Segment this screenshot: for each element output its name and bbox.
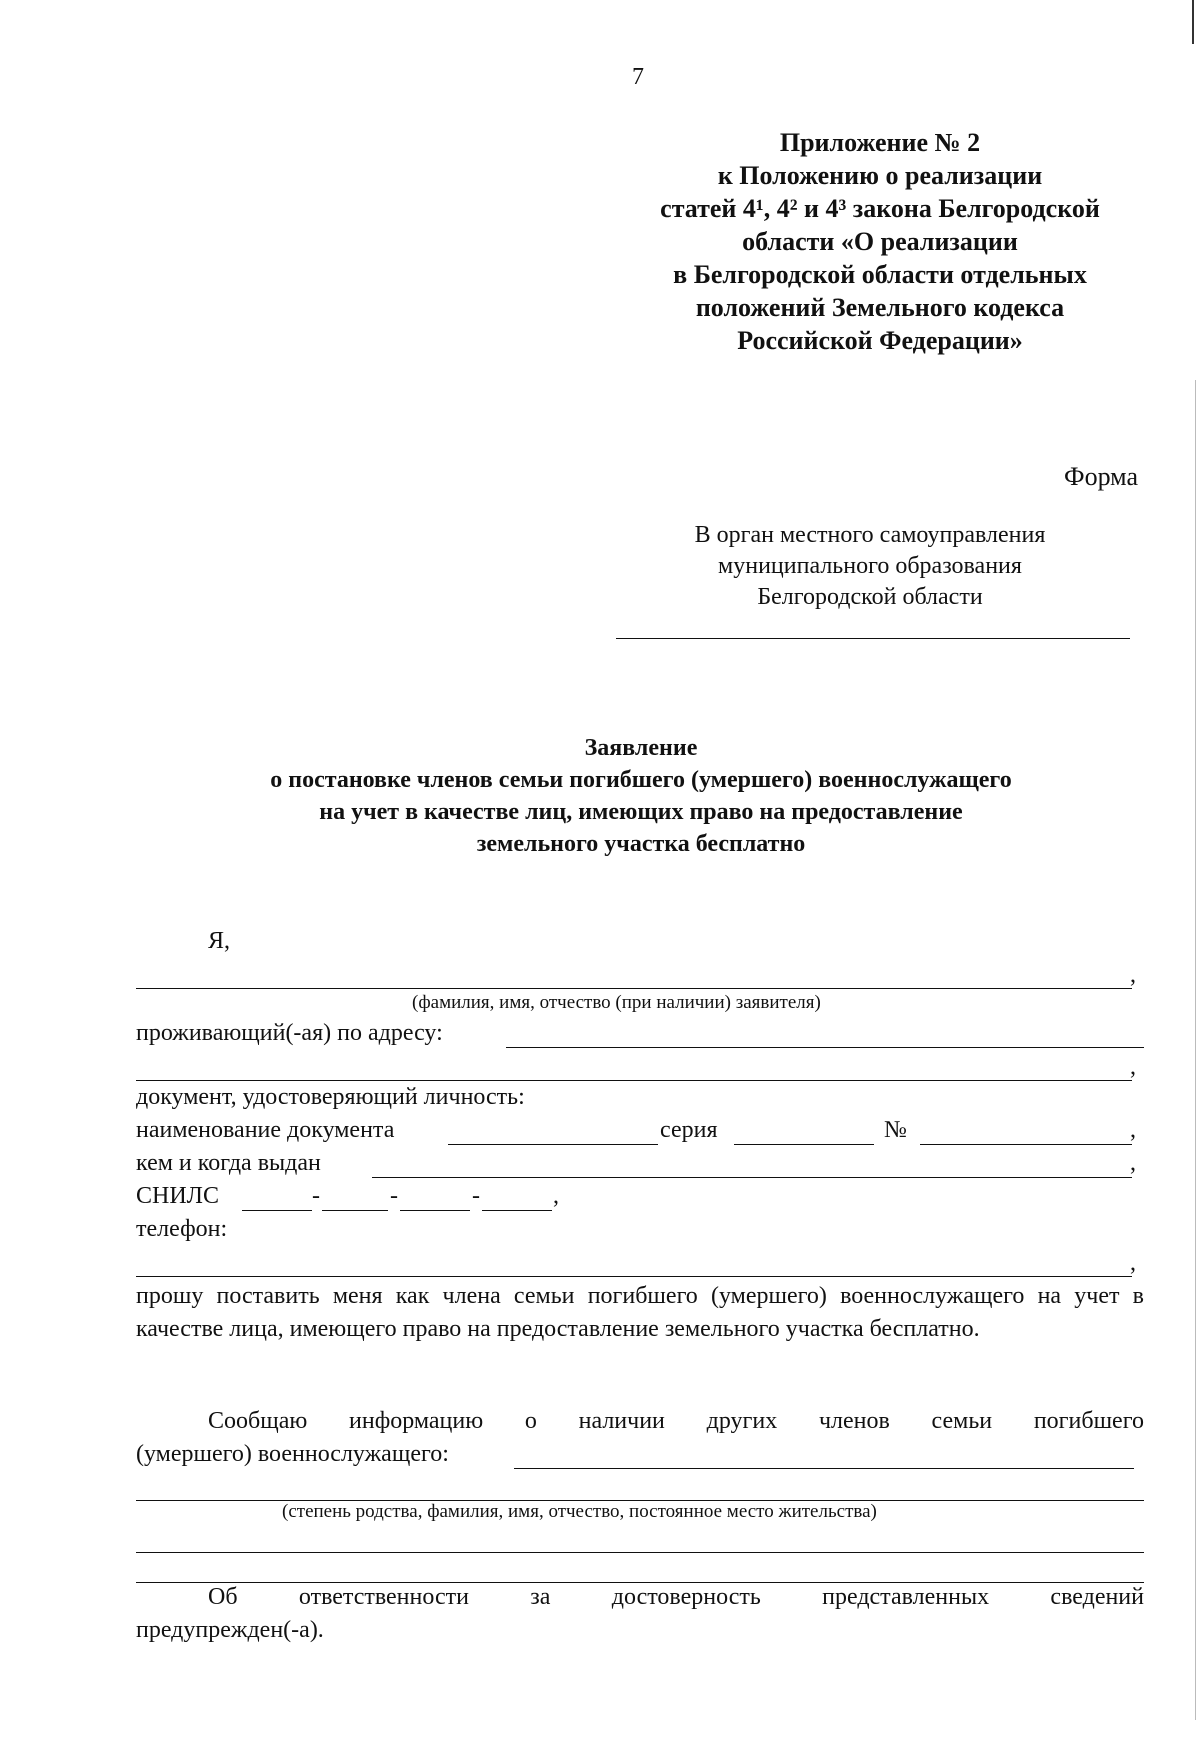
issued-label: кем и когда выдан (136, 1150, 321, 1176)
snils-dash: - (472, 1183, 480, 1209)
responsibility-word: представленных (822, 1584, 990, 1610)
recipient-block (640, 520, 1100, 613)
issued-line[interactable] (372, 1177, 1132, 1178)
responsibility-word: достоверность (611, 1584, 761, 1610)
ya-label: Я, (208, 928, 231, 954)
family-info-word: о (524, 1408, 537, 1434)
snils-label: СНИЛС (136, 1183, 219, 1209)
snils-dash: - (312, 1183, 320, 1209)
series-label: серия (660, 1117, 718, 1143)
comma: , (1130, 962, 1136, 988)
family-info-word: Сообщаю (208, 1408, 308, 1434)
appendix-line: статей 4¹, 4² и 4³ закона Белгородской (660, 194, 1100, 223)
responsibility-word: за (530, 1584, 551, 1610)
snils-part-1[interactable] (242, 1210, 312, 1211)
title-line: земельного участка бесплатно (476, 831, 806, 857)
phone-line[interactable] (136, 1276, 1132, 1277)
appendix-line: в Белгородской области отдельных (673, 260, 1087, 289)
family-info-word: наличии (578, 1408, 665, 1434)
scan-edge-line (1195, 380, 1196, 1720)
family-info-hint: (степень родства, фамилия, имя, отчество, постоянное место жительства) (282, 1501, 877, 1522)
appendix-line: положений Земельного кодекса (695, 293, 1065, 322)
name-hint: (фамилия, имя, отчество (при наличии) заявителя) (412, 992, 821, 1013)
appendix-line: к Положению о реализации (717, 161, 1043, 190)
recipient-line: В орган местного самоуправления (694, 522, 1046, 548)
family-info-word: информацию (349, 1408, 484, 1434)
snils-part-4[interactable] (482, 1210, 552, 1211)
appendix-line: Приложение № 2 (779, 128, 981, 157)
snils-part-2[interactable] (322, 1210, 388, 1211)
snils-dash: - (390, 1183, 398, 1209)
page-number: 7 (632, 64, 644, 90)
responsibility-word: Об (208, 1584, 238, 1610)
responsibility-line-2: предупрежден(-а). (136, 1617, 324, 1643)
scan-edge-mark (1192, 0, 1194, 44)
comma: , (553, 1183, 559, 1209)
family-info-line-4-blank[interactable] (136, 1582, 1144, 1583)
doc-name-label: наименование документа (136, 1117, 395, 1143)
family-info-word: семьи (931, 1408, 993, 1434)
number-line[interactable] (920, 1144, 1132, 1145)
family-info-line-3-blank[interactable] (136, 1552, 1144, 1553)
number-label: № (884, 1117, 907, 1143)
appendix-line: области «О реализации (742, 227, 1018, 256)
comma: , (1130, 1150, 1136, 1176)
series-line[interactable] (734, 1144, 874, 1145)
title-line: Заявление (584, 735, 698, 761)
family-info-line-2: (умершего) военнослужащего: (136, 1441, 449, 1467)
address-line[interactable] (506, 1047, 1144, 1048)
appendix-line: Российской Федерации» (737, 326, 1023, 355)
id-doc-label: документ, удостоверяющий личность: (136, 1084, 525, 1110)
comma: , (1130, 1054, 1136, 1080)
recipient-blank-line[interactable] (616, 638, 1130, 639)
responsibility-word: ответственности (298, 1584, 469, 1610)
doc-name-line[interactable] (448, 1144, 658, 1145)
snils-part-3[interactable] (400, 1210, 470, 1211)
title-line: на учет в качестве лиц, имеющих право на предоставление (319, 799, 963, 825)
family-info-line[interactable] (514, 1468, 1134, 1469)
form-label: Форма (1064, 462, 1138, 491)
address-line-2[interactable] (136, 1080, 1132, 1081)
family-info-word: членов (818, 1408, 890, 1434)
responsibility-word: сведений (1050, 1584, 1144, 1610)
recipient-line: Белгородской области (757, 584, 983, 610)
recipient-line: муниципального образования (718, 553, 1022, 579)
family-info-word: других (706, 1408, 778, 1434)
applicant-name-line[interactable] (136, 988, 1132, 989)
phone-label: телефон: (136, 1216, 228, 1242)
request-text: прошу поставить меня как члена семьи погибшего (умершего) военнослужащего на учет в качестве лица, имеющего право на предоставление земельного участка бесплатно. (136, 1283, 1144, 1342)
family-info-word: погибшего (1033, 1408, 1144, 1434)
title-line: о постановке членов семьи погибшего (умершего) военнослужащего (270, 767, 1012, 793)
comma: , (1130, 1117, 1136, 1143)
address-label: проживающий(-ая) по адресу: (136, 1020, 443, 1046)
responsibility-line-1 (208, 1584, 1144, 1611)
appendix-heading (610, 126, 1150, 357)
document-title (136, 732, 1146, 860)
family-info-line-1 (208, 1408, 1144, 1435)
comma: , (1130, 1250, 1136, 1276)
